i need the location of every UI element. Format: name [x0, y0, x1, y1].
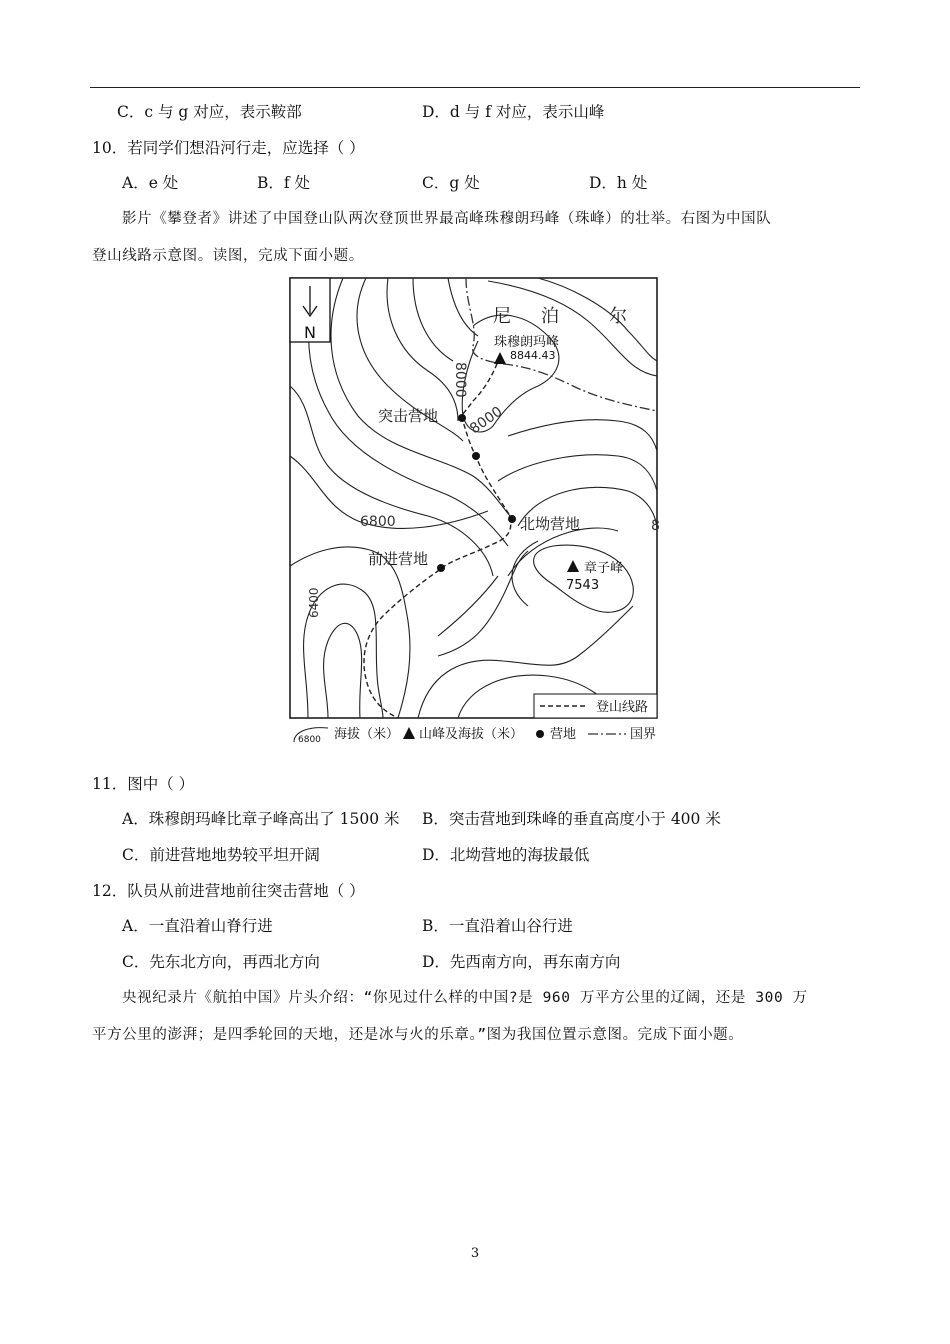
peak-everest-elevation: 8844.43	[510, 349, 556, 362]
legend-peak-text: 山峰及海拔（米）	[419, 727, 524, 742]
intro1-line2: 登山线路示意图。读图，完成下面小题。	[92, 248, 364, 264]
q12-option-c: C．先东北方向，再西北方向	[122, 953, 320, 971]
intro2-line1: 央视纪录片《航拍中国》片头介绍：“你见过什么样的中国?是 960 万平方公里的辽阔，还是 300 万	[122, 990, 808, 1006]
q10-option-a: A．e 处	[122, 174, 179, 192]
q12-option-b: B．一直沿着山谷行进	[422, 917, 573, 935]
contour-label-8000-b: 8000	[467, 403, 506, 438]
camp-north-col-label: 北坳营地	[520, 515, 581, 533]
q12-option-d: D．先西南方向，再东南方向	[422, 953, 621, 971]
q11-option-d: D．北坳营地的海拔最低	[422, 846, 590, 864]
camp-dot-north-col	[508, 515, 516, 523]
q10-option-d: D．h 处	[589, 174, 648, 192]
header-rule	[90, 87, 860, 88]
q11-option-c: C．前进营地地势较平坦开阔	[122, 846, 320, 864]
contour-label-6400: 6400	[307, 587, 321, 618]
q10-option-b: B．f 处	[257, 174, 311, 192]
q9-option-c: C．c 与 g 对应，表示鞍部	[117, 103, 302, 121]
intro1-line1: 影片《攀登者》讲述了中国登山队两次登顶世界最高峰珠穆朗玛峰（珠峰）的壮举。右图为中国队	[122, 211, 772, 227]
page-number: 3	[470, 1246, 480, 1261]
country-char-3: 尔	[609, 306, 627, 327]
route-legend-label: 登山线路	[596, 700, 649, 715]
country-char-2: 泊	[541, 306, 559, 327]
intro2-line2: 平方公里的澎湃；是四季轮回的天地，还是冰与火的乐章。”图为我国位置示意图。完成下面小题。	[92, 1027, 744, 1043]
legend-camp-text: 营地	[550, 727, 577, 742]
legend-contour-text: 海拔（米）	[334, 727, 400, 742]
peak-everest-name: 珠穆朗玛峰	[494, 335, 560, 350]
camp-assault-label: 突击营地	[378, 407, 439, 425]
camp-dot-assault	[458, 414, 466, 422]
camp-advance-label: 前进营地	[368, 550, 429, 568]
map-frame	[290, 278, 657, 718]
country-char-1: 尼	[493, 306, 511, 327]
peak-zhangzi-elevation: 7543	[566, 578, 600, 593]
q10-option-c: C．g 处	[422, 174, 480, 192]
camp-dot-intermediate	[472, 452, 480, 460]
contour-label-edge: 8	[651, 518, 660, 534]
north-label: N	[304, 323, 316, 342]
contour-label-8000-a: 8000	[452, 362, 468, 398]
legend-border-text: 国界	[630, 727, 657, 742]
legend-peak-symbol	[403, 727, 415, 739]
q11-option-b: B．突击营地到珠峰的垂直高度小于 400 米	[422, 810, 721, 828]
legend-camp-symbol	[536, 730, 544, 738]
q12-option-a: A．一直沿着山脊行进	[122, 917, 273, 935]
peak-zhangzi-name: 章子峰	[584, 561, 624, 576]
camp-dot-advance	[437, 564, 445, 572]
legend-contour-value: 6800	[298, 735, 321, 745]
q11-stem: 11．图中（ ）	[92, 775, 195, 793]
q10-stem: 10．若同学们想沿河行走，应选择（ ）	[92, 139, 365, 157]
climbing-route-map	[288, 276, 660, 746]
q9-option-d: D．d 与 f 对应，表示山峰	[422, 103, 605, 121]
q12-stem: 12．队员从前进营地前往突击营地（ ）	[92, 882, 365, 900]
q11-option-a: A．珠穆朗玛峰比章子峰高出了 1500 米	[122, 810, 400, 828]
contour-label-6800: 6800	[360, 514, 396, 530]
